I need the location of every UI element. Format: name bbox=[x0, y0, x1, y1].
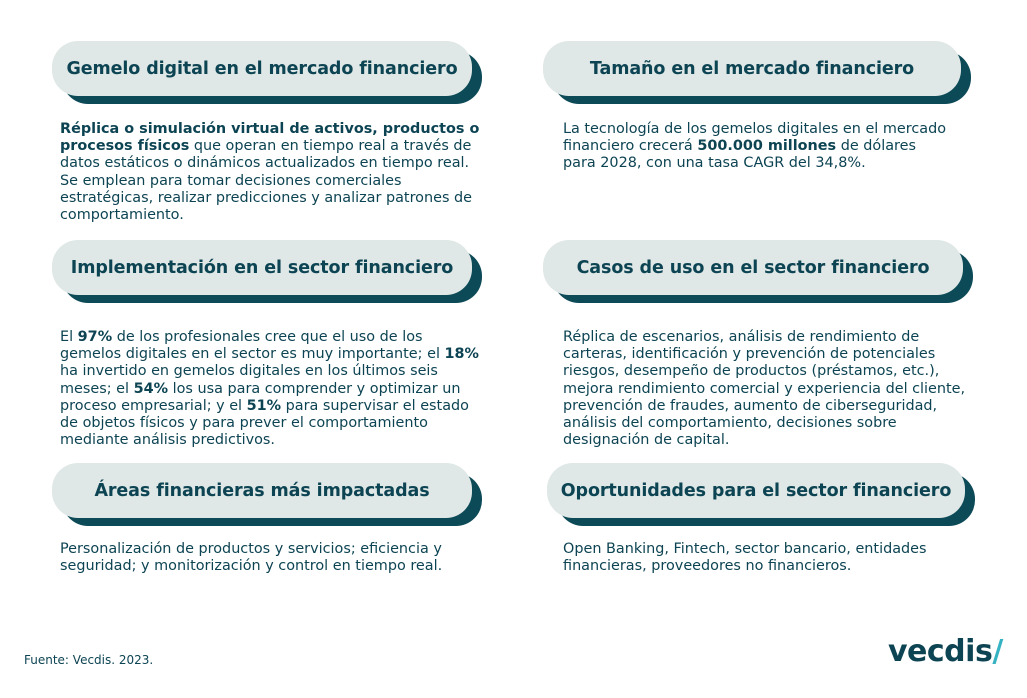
body-text: ha invertido en gemelos digitales en los últimos seis meses; el bbox=[60, 363, 438, 397]
vecdis-logo bbox=[888, 634, 1003, 669]
body-text: de los profesionales cree que el uso de los gemelos digitales en el sector es muy importante; el bbox=[60, 329, 445, 363]
section-title: Áreas financieras más impactadas bbox=[52, 463, 472, 518]
body-text: Réplica de escenarios, análisis de rendimiento de carteras, identificación y prevención de potenciales riesgos, desempeño de productos (préstamos, etc.), mejora rendimiento comercial y experiencia del cliente, prevención de fraudes, aumento de ciberseguridad, análisis del comportamiento, decisiones sobre designación de capital. bbox=[563, 329, 966, 449]
logo-text: vecdis bbox=[888, 634, 993, 669]
section-body bbox=[60, 121, 480, 224]
body-text: El bbox=[60, 329, 78, 345]
section-body bbox=[563, 329, 975, 449]
body-highlight: 18% bbox=[444, 346, 479, 363]
section-body bbox=[563, 121, 953, 173]
body-text: que operan en tiempo real a través de datos estáticos o dinámicos actualizados en tiempo real. Se emplean para tomar decisiones comerciales estratégicas, realizar predicciones y analizar patrones de comportamiento. bbox=[60, 138, 473, 224]
body-highlight: 97% bbox=[77, 329, 113, 345]
section-title: Oportunidades para el sector financiero bbox=[547, 463, 965, 518]
body-highlight: 54% bbox=[133, 380, 169, 397]
body-highlight: Réplica o simulación virtual de activos, productos o procesos físicos bbox=[60, 121, 480, 155]
body-text: Personalización de productos y servicios; eficiencia y seguridad; y monitorización y control en tiempo real. bbox=[60, 541, 443, 575]
section-body bbox=[563, 541, 968, 575]
section-body bbox=[60, 329, 485, 449]
body-text: La tecnología de los gemelos digitales en el mercado financiero crecerá bbox=[563, 121, 947, 155]
body-highlight: 51% bbox=[246, 397, 282, 414]
logo-mark: / bbox=[992, 634, 1003, 669]
body-text: Open Banking, Fintech, sector bancario, entidades financieras, proveedores no financieros. bbox=[563, 541, 927, 575]
body-text: para supervisar el estado de objetos físicos y para prever el comportamiento mediante análisis predictivos. bbox=[60, 397, 469, 449]
section-body bbox=[60, 541, 465, 575]
body-text: los usa para comprender y optimizar un proceso empresarial; y el bbox=[60, 380, 461, 414]
source-note: Fuente: Vecdis. 2023. bbox=[24, 653, 154, 667]
body-text: de dólares para 2028, con una tasa CAGR del 34,8%. bbox=[563, 138, 916, 172]
section-title: Implementación en el sector financiero bbox=[52, 240, 472, 295]
section-title: Tamaño en el mercado financiero bbox=[543, 41, 961, 96]
body-highlight: 500.000 millones bbox=[697, 138, 837, 155]
section-title: Casos de uso en el sector financiero bbox=[543, 240, 963, 295]
section-title: Gemelo digital en el mercado financiero bbox=[52, 41, 472, 96]
